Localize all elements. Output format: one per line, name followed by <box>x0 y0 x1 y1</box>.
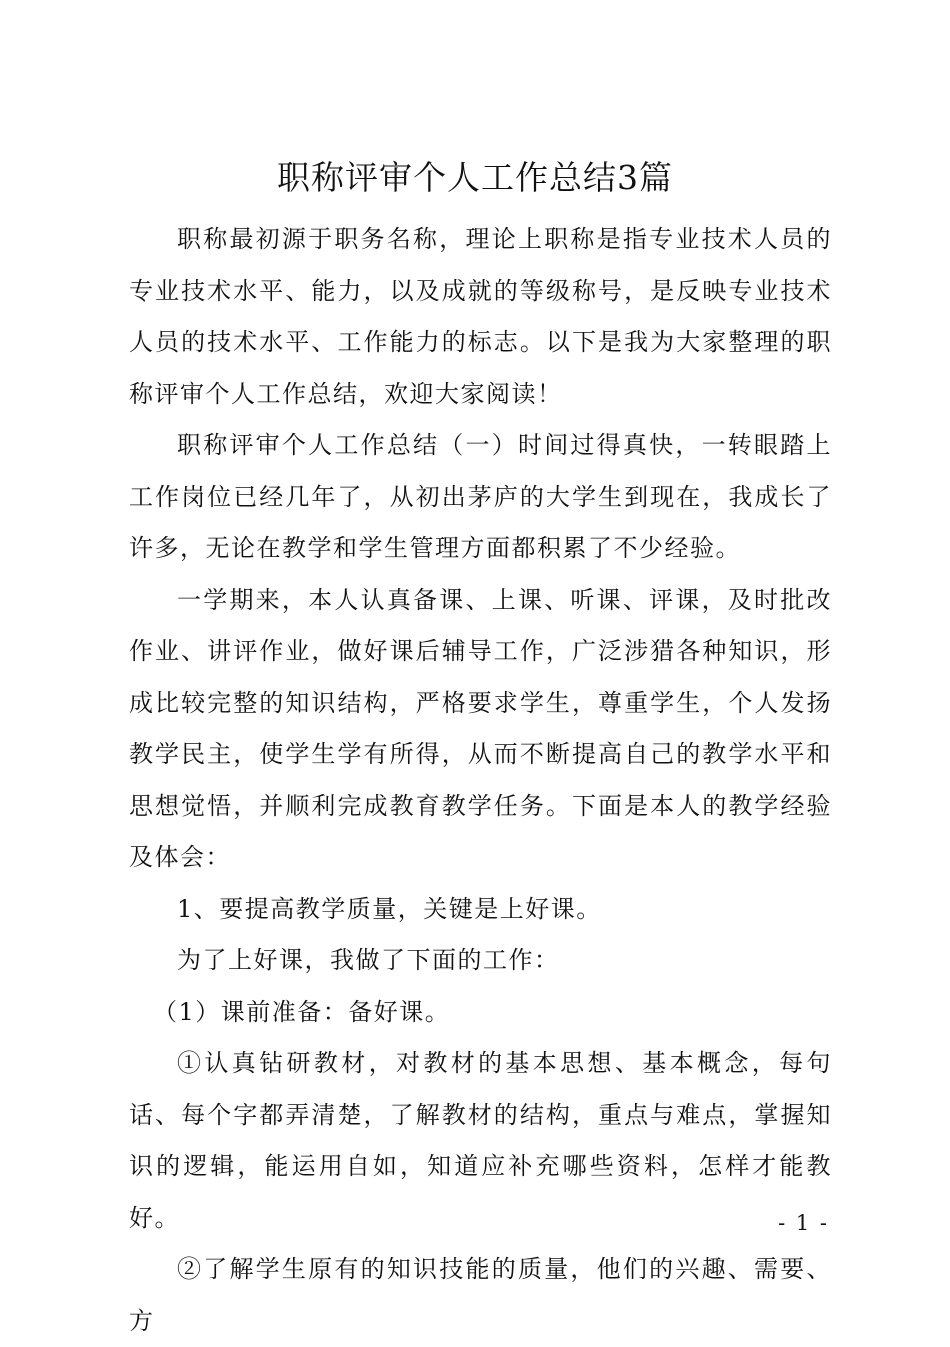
page-number: - 1 - <box>778 1211 829 1235</box>
paragraph-point-one: 1、要提高教学质量，关键是上好课。 <box>177 894 602 923</box>
paragraph-semester: 一学期来，本人认真备课、上课、听课、评课，及时批改作业、讲评作业，做好课后辅导工作，广泛涉猎各种知识，形成比较完整的知识结构，严格要求学生，尊重学生，个人发扬教学民主，使学生学有所得，从而不断提高自己的教学水平和思想觉悟，并顺利完成教育教学任务。下面是本人的教学经验及体会： <box>129 585 832 871</box>
paragraph-understand-students: ②了解学生原有的知识技能的质量，他们的兴趣、需要、方 <box>129 1255 832 1335</box>
paragraph-preparation: （1）课前准备：备好课。 <box>153 997 451 1026</box>
paragraph-intro: 职称最初源于职务名称，理论上职称是指专业技术人员的专业技术水平、能力，以及成就的等级称号，是反映专业技术人员的技术水平、工作能力的标志。以下是我为大家整理的职称评审个人工作总结，欢迎大家阅读！ <box>129 225 832 408</box>
document-body <box>129 214 832 1347</box>
paragraph-study-materials: ①认真钻研教材，对教材的基本思想、基本概念，每句话、每个字都弄清楚，了解教材的结构，重点与难点，掌握知识的逻辑，能运用自如，知道应补充哪些资料，怎样才能教好。 <box>129 1049 832 1232</box>
document-title: 职称评审个人工作总结3篇 <box>277 158 673 197</box>
paragraph-summary-one: 职称评审个人工作总结（一）时间过得真快，一转眼踏上工作岗位已经几年了，从初出茅庐的大学生到现在，我成长了许多，无论在教学和学生管理方面都积累了不少经验。 <box>129 431 832 562</box>
paragraph-work-intro: 为了上好课，我做了下面的工作： <box>177 946 560 974</box>
